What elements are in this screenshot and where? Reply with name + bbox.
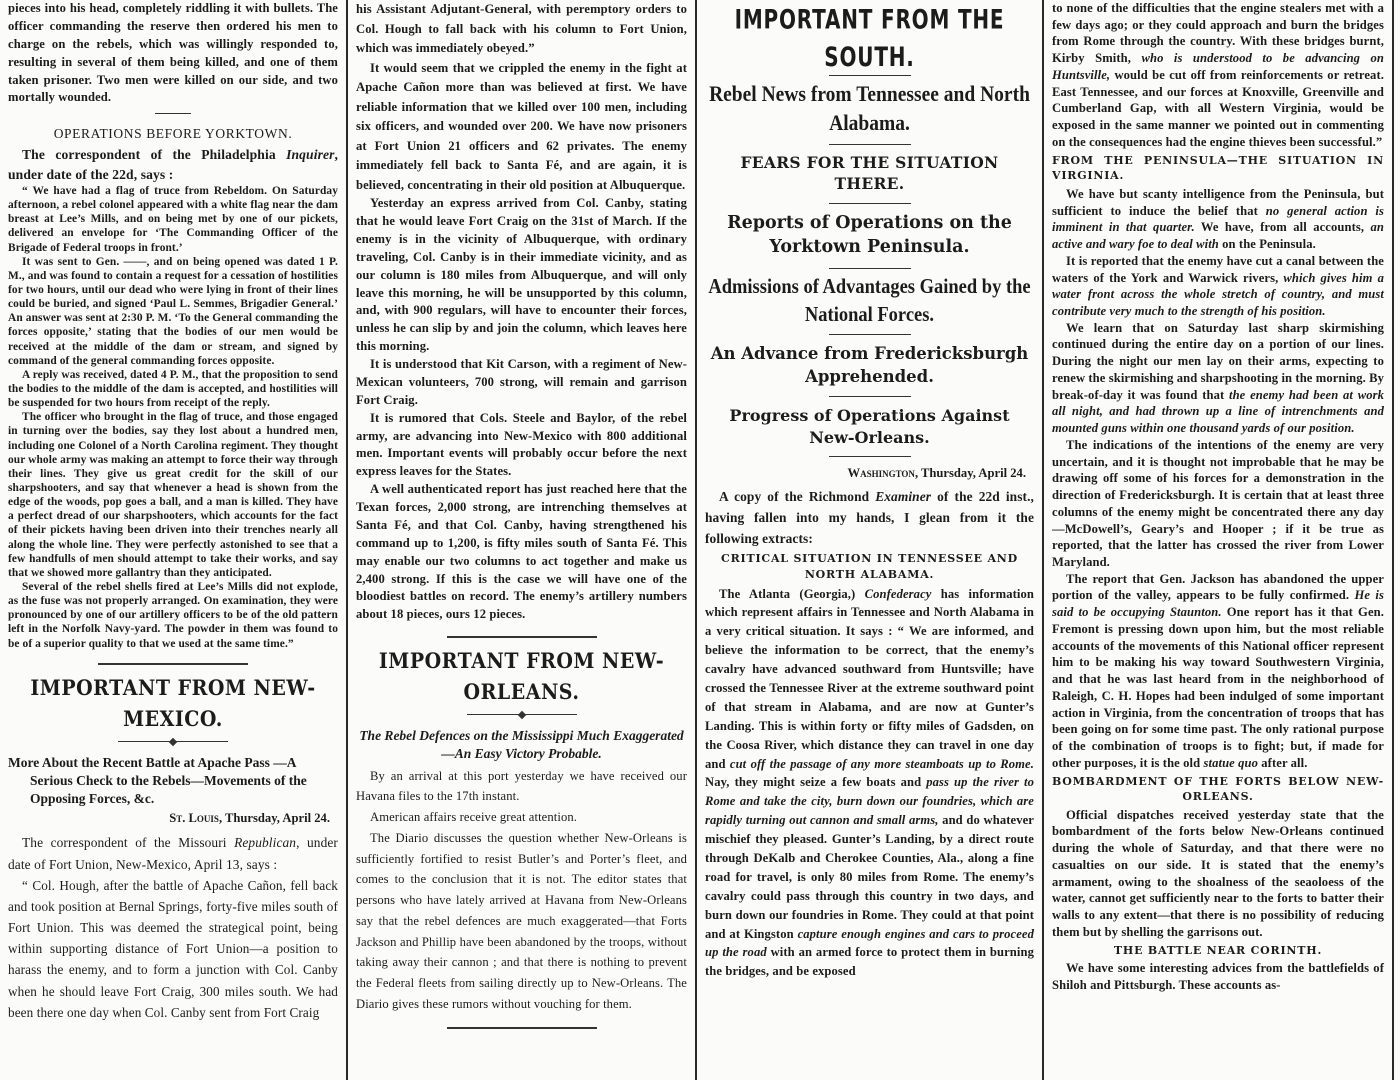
peninsula-paragraph: The report that Gen. Jackson has abandoned the upper portion of the valley, appears to be fully confirmed. He is said to be occupying Staunton. One report has it that Gen. Fremont is pressing down upon him, but the most reliable accounts of the movements of this National officer represent him to be making his way toward Southwestern Virginia, and that he was last heard from in the neighborhood of Raleigh, C. H. Hopes had been indulged of some important action in Virginia, from the concentration of troops that has been going on for some time past. The only rational purpose of the combination of troops is to fight; but, if made for other purposes, it is the old statue quo after all. bbox=[1052, 571, 1384, 770]
peninsula-paragraph: We have but scanty intelligence from the Peninsula, but sufficient to induce the belief that no general action is imminent in that quarter. We have, from all accounts, an active and wary foe to deal with on the Peninsula. bbox=[1052, 186, 1384, 252]
section-divider bbox=[829, 144, 911, 145]
section-divider bbox=[829, 396, 911, 397]
peninsula-heading: FROM THE PENINSULA—THE SITUATION IN VIRGINIA. bbox=[1052, 153, 1384, 183]
column-3 bbox=[695, 0, 1042, 1080]
atlanta-paragraph: The Atlanta (Georgia,) Confederacy has information which represent affairs in Tennessee and North Alabama in a very critical situation. It says : “ We are informed, and believe the information to be correct, that the enemy’s cavalry have advanced southward from Huntsville; have crossed the Tennessee River at the extreme southward point of that stream in Alabama, and are now at Gunter’s Landing. This is within forty or fifty miles of Gadsden, on the Coosa River, which distance they can travel in one day and cut off the passage of any more steamboats up to Rome. Nay, they might seize a few boats and pass up the river to Rome and take the city, burn down our foundries, which are rapidly turning out cannon and small arms, and do whatever mischief they pleased. Gunter’s Landing, by a direct route through DeKalb and Cherokee Counties, Ala., along a fine road for travel, is only 80 miles from Rome. The enemy’s cavalry could pass through this country in two days, and burn down our foundries in Rome. They could at that point and at Kingston capture enough engines and cars to proceed up the road with an armed force to protect them in burning the bridges, and be exposed bbox=[705, 586, 1034, 979]
section-divider bbox=[447, 636, 597, 638]
column-1 bbox=[0, 0, 346, 1080]
new-orleans-paragraph: The Diario discusses the question whether New-Orleans is sufficiently fortified to resist Butler’s and Porter’s fleet, and comes to the conclusion that it is not. The editor states that persons who have lately arrived at Havana from New-Orleans say that the rebel defences are much exaggerated—that Forts Jackson and Phillip have been abandoned by the troops, without taking away their cannon ; and that there is nothing to prevent the Federal fleets from sailing directly up to New-Orleans. The Diario gives these rumors without vouching for them. bbox=[356, 830, 687, 1011]
yorktown-paragraph: “ We have had a flag of truce from Rebeldom. On Saturday afternoon, a rebel colonel appeared with a white flag near the dam breast at Lee’s Mills, and on being met by one of our pickets, delivered an envelope for ‘The Commanding Officer of the Brigade of Federal troops in front.’ bbox=[8, 185, 338, 254]
new-mexico-subhead: More About the Recent Battle at Apache Pass —A Serious Check to the Rebels—Movements of the Opposing Forces, &c. bbox=[8, 754, 307, 807]
new-mexico-paragraph: A well authenticated report has just reached here that the Texan forces, 2,000 strong, are intrenching themselves at Santa Fé, and that Col. Canby, having strengthened his command up to 1,200, is fifty miles south of Santa Fé. This may enable our two columns to act together and make us 2,400 strong. If this is the case we will have one of the bloodiest battles on record. The enemy’s artillery numbers about 18 pieces, ours 12 pieces. bbox=[356, 482, 687, 622]
column-2 bbox=[346, 0, 695, 1080]
continued-article-text: his Assistant Adjutant-General, with peremptory orders to Col. Hough to fall back with his column to Fort Union, which was immediately obeyed.” bbox=[356, 2, 687, 56]
bombardment-heading: BOMBARDMENT OF THE FORTS BELOW NEW-ORLEANS. bbox=[1052, 774, 1384, 804]
section-divider bbox=[447, 1027, 597, 1029]
dateline: Washington, Thursday, April 24. bbox=[847, 466, 1026, 481]
new-mexico-heading: IMPORTANT FROM NEW-MEXICO. bbox=[30, 674, 316, 732]
peninsula-paragraph: We learn that on Saturday last sharp skirmishing continued during the entire day on a portion of our lines. During the night our men lay on their arms, expecting to renew the skirmishing and sharpshooting in the morning. By break-of-day it was found that the enemy had been at work all night, and had thrown up a line of intrenchments and mounted guns within one thousand yards of our position. bbox=[1052, 320, 1385, 436]
yorktown-paragraph: It was sent to Gen. ——, and on being opened was dated 1 P. M., and was found to contain a request for a cessation of hostilities for two hours, until our dead who were lying in front of their lines could be buried, and signed ‘Paul L. Semmes, Brigadier General.’ An answer was sent at 2:30 P. M. ‘To the General commanding the forces opposite,’ stating that the bodies of our men would be received at the middle of the dam or stream, and signed by command of the general commanding forces opposite. bbox=[8, 255, 338, 367]
section-divider bbox=[829, 334, 911, 335]
ornamental-divider bbox=[118, 741, 228, 742]
section-divider bbox=[829, 456, 911, 457]
deck-admissions: Admissions of Advantages Gained by the National Forces. bbox=[708, 275, 1031, 327]
corinth-heading: THE BATTLE NEAR CORINTH. bbox=[1113, 943, 1323, 957]
ornamental-divider bbox=[467, 714, 577, 715]
new-mexico-intro: The correspondent of the Missouri Republican, under date of Fort Union, New-Mexico, April 13, says : bbox=[8, 835, 338, 872]
new-orleans-heading: IMPORTANT FROM NEW-ORLEANS. bbox=[378, 648, 665, 705]
section-divider bbox=[829, 268, 911, 269]
yorktown-paragraph: A reply was received, dated 4 P. M., that the proposition to send the bodies to the middle of the dam is accepted, and hostilities will be suspended for two hours from receipt of the reply. bbox=[8, 368, 338, 410]
corinth-paragraph: We have some interesting advices from the battlefields of Shiloh and Pittsburgh. These accounts as- bbox=[1052, 961, 1384, 992]
column-4 bbox=[1042, 0, 1394, 1080]
dateline: St. Louis, Thursday, April 24. bbox=[169, 811, 330, 826]
new-mexico-paragraph: It is understood that Kit Carson, with a regiment of New-Mexican volunteers, 700 strong, will remain and garrison Fort Craig. bbox=[356, 357, 687, 407]
new-orleans-paragraph: By an arrival at this port yesterday we have received our Havana files to the 17th instant. bbox=[356, 768, 687, 804]
richmond-intro: A copy of the Richmond Examiner of the 22d inst., having fallen into my hands, I glean from it the following extracts: bbox=[705, 489, 1034, 546]
deck-fredericksburgh: An Advance from Fredericksburgh Apprehended. bbox=[710, 344, 1029, 386]
new-orleans-paragraph: American affairs receive great attention. bbox=[370, 810, 578, 825]
new-mexico-paragraph: It is rumored that Cols. Steele and Baylor, of the rebel army, are advancing into New-Mexico with 800 additional men. Important events will probably occur before the next express leaves for the States. bbox=[356, 410, 687, 479]
new-orleans-subhead: The Rebel Defences on the Mississippi Much Exaggerated—An Easy Victory Probable. bbox=[359, 728, 684, 762]
yorktown-paragraph: Several of the rebel shells fired at Lee’s Mills did not explode, as the fuse was not properly arranged. On examination, they were pronounced by one of our artillery officers to be of the old pattern left in the Norfolk Navy-yard. The powder in them was found to be of a superior quality to that we used at the same time.” bbox=[8, 580, 338, 650]
section-divider bbox=[155, 113, 191, 114]
yorktown-paragraph: The officer who brought in the flag of truce, and those engaged in turning over the bodies, say they lost about a hundred men, including one Colonel of a North Carolina regiment. They thought our whole army was making an attempt to force their way through their lines. They give us great credit for the skill of our sharpshooters, and say that whenever a head is shown from the edge of the woods, pop goes a ball, and a man is killed. They have a perfect dread of our sharpshooters, which accounts for the fact of their pickets having been driven into their trenches nearly all along the whole line. They were perfectly astonished to see that a few handfulls of men should attempt to take their works, and say that we showed more gallantry than they anticipated. bbox=[8, 411, 338, 579]
yorktown-intro: The correspondent of the Philadelphia Inquirer, under date of the 22d, says : bbox=[8, 147, 338, 182]
new-mexico-paragraph: Yesterday an express arrived from Col. Canby, stating that he would leave Fort Craig on the 31st of March. If the enemy is in the vicinity of Albuquerque, with ordinary traveling, Col. Canby is in their immediate vicinity, and as our column is 180 miles from Albuquerque, and will only leave this morning, he will be unsupported by this column, and, with 900 regulars, will have to encounter their forces, unless he can slip by and join the column, which leaves here this morning. bbox=[356, 196, 687, 354]
yorktown-heading: OPERATIONS BEFORE YORKTOWN. bbox=[53, 126, 293, 142]
continued-article-text: to none of the difficulties that the engine stealers met with a few days ago; or they could approach and burn the bridges from Rome through the country. With these bridges burnt, Kirby Smith, who is understood to be advancing on Huntsville, would be cut off from reinforcements or retreat. East Tennessee, and our forces at Knoxville, Greenville and Cumberland Gap, with all Western Virginia, would be exposed in the same manner we pointed out in commenting on the consequences had the engine thieves been successful.” bbox=[1052, 1, 1384, 149]
bombardment-paragraph: Official dispatches received yesterday state that the bombardment of the forts below New-Orleans continued during the whole of Saturday, and that there were no casualties on our side. It is stated that the enemy’s armament, owing to the shoalness of the seaoloess of the water, cannot get sufficiently near to the forts to batter their walls to any extent—that there is no possibility of reducing them but by shelling the garrisons out. bbox=[1052, 807, 1384, 939]
deck-new-orleans: Progress of Operations Against New-Orleans. bbox=[729, 405, 1010, 447]
new-mexico-quote: “ Col. Hough, after the battle of Apache Cañon, fell back and took position at Bernal Springs, forty-five miles south of Fort Union. This was deemed the strategical point, being within supporting distance of Fort Union—a position to harass the enemy, and to form a junction with Col. Canby when he should leave Fort Craig, 300 miles south. We had been there one day when Col. Canby sent from Fort Craig bbox=[8, 877, 338, 1020]
deck-fears: FEARS FOR THE SITUATION THERE. bbox=[740, 153, 999, 194]
deck-rebel-news: Rebel News from Tennessee and North Alabama. bbox=[709, 82, 1030, 136]
peninsula-paragraph: The indications of the intentions of the enemy are very uncertain, and it is thought not improbable that he may be drawing off some of his forces for a demonstration in the direction of Fredericksburgh. It is certain that at least three columns of the enemy might be concentrated there any day—McDowell’s, Geary’s and Hooper ; if it be true as reported, that the latter has crossed the river from Lower Maryland. bbox=[1052, 437, 1384, 569]
deck-yorktown: Reports of Operations on the Yorktown Peninsula. bbox=[727, 213, 1012, 257]
tennessee-section-heading: CRITICAL SITUATION IN TENNESSEE AND NORTH ALABAMA. bbox=[721, 552, 1018, 581]
section-divider bbox=[98, 663, 248, 665]
main-headline: IMPORTANT FROM THE SOUTH. bbox=[734, 2, 1005, 74]
peninsula-paragraph: It is reported that the enemy have cut a canal between the waters of the York and Warwick rivers, which gives him a water front across the whole stretch of country, and must contribute very much to the strength of his position. bbox=[1052, 253, 1384, 318]
section-divider bbox=[829, 203, 911, 204]
continued-article-text: pieces into his head, completely riddling it with bullets. The officer commanding the reserve then ordered his men to charge on the rebels, which was willingly responded to, resulting in several of them being killed, and one of them taken prisoner. Two men were killed on our side, and two mortally wounded. bbox=[8, 1, 338, 105]
new-mexico-paragraph: It would seem that we crippled the enemy in the fight at Apache Cañon more than was believed at first. We have reliable information that we killed over 100 men, including six officers, and wounded over 200. We have now prisoners at Fort Union 21 officers and 62 privates. The enemy immediately fell back to Santa Fé, and are again, it is believed, concentrating in their old position at Albuquerque. bbox=[356, 60, 687, 192]
